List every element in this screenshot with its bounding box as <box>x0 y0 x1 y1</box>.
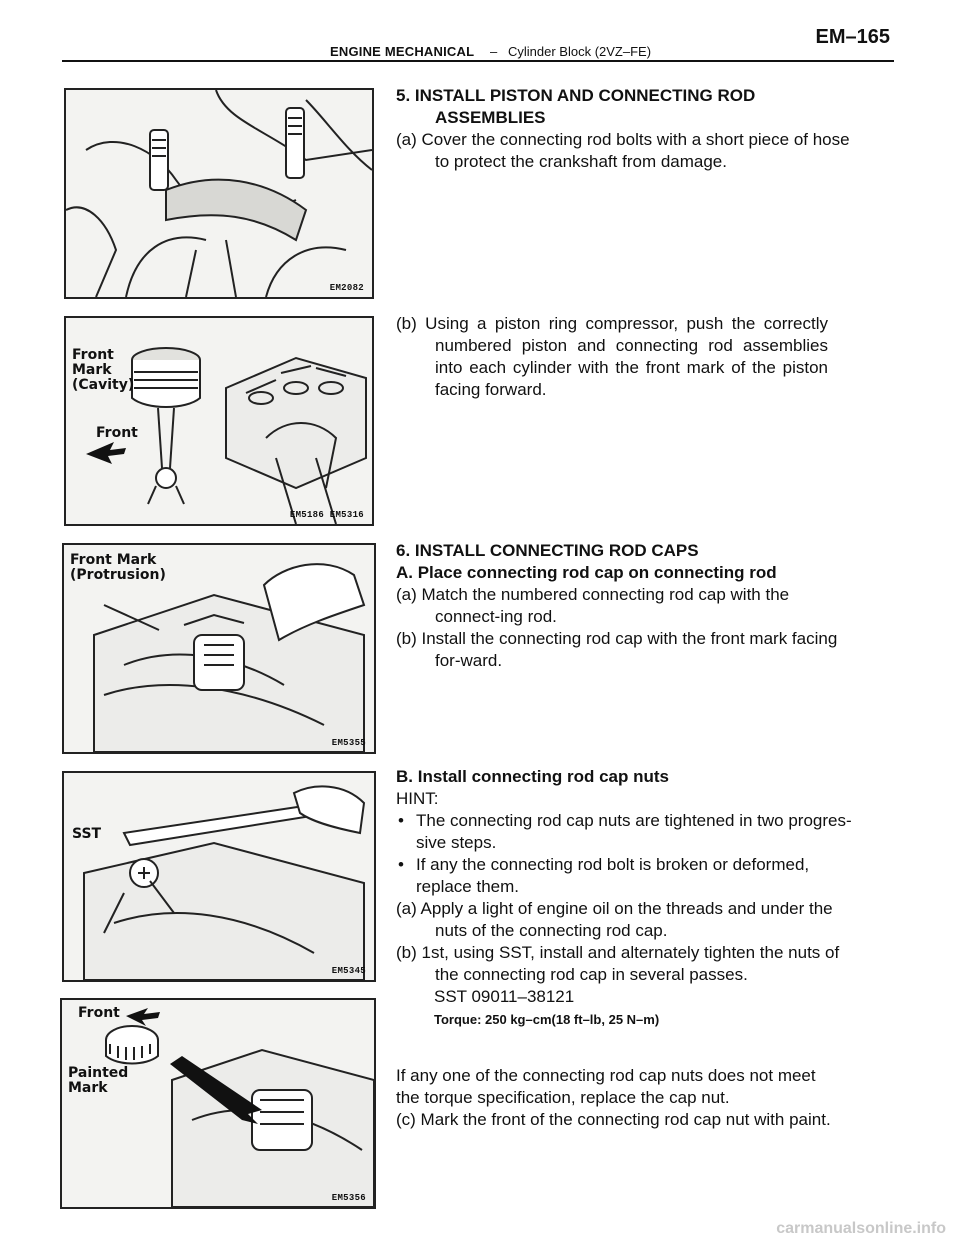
header-subsection: Cylinder Block (2VZ–FE) <box>508 44 652 59</box>
step-b-note-section <box>396 1065 858 1131</box>
step-5-b-section <box>396 313 828 401</box>
figure-label-front: Front <box>96 425 138 441</box>
page-number: EM–165 <box>815 26 890 48</box>
step-5-item-b: (b) Using a piston ring compressor, push the correctly numbered piston and connecting rod assemblies into each cylinder with the front mark of the piston facing forward. <box>396 314 828 399</box>
figure-code: EM5356 <box>331 1193 366 1203</box>
step-b-item-a: (a) Apply a light of engine oil on the threads and under the nuts of the connecting rod cap. <box>396 899 833 940</box>
figure-code: EM2082 <box>329 283 364 293</box>
step-6-sub-a: A. Place connecting rod cap on connecting rod <box>396 563 777 582</box>
figure-painted-mark-drawing <box>62 1000 374 1207</box>
step-6-item-b: (b) Install the connecting rod cap with the front mark facing for-ward. <box>396 629 838 670</box>
header-separator: – <box>490 44 498 59</box>
torque-spec: Torque: 250 kg–cm(18 ft–lb, 25 N–m) <box>434 1012 660 1027</box>
figure-label-sst: SST <box>72 826 102 842</box>
figure-label-front-mark-protrusion: Front Mark (Protrusion) <box>70 552 166 583</box>
watermark: carmanualsonline.info <box>776 1220 946 1237</box>
header-rule <box>62 60 894 62</box>
step-b-heading: B. Install connecting rod cap nuts <box>396 767 669 786</box>
sst-number: SST 09011–38121 <box>434 987 575 1006</box>
figure-code: EM5355 <box>331 738 366 748</box>
hint-bullet-2 <box>396 854 858 898</box>
hint-label: HINT: <box>396 789 439 808</box>
step-b-item-b: (b) 1st, using SST, install and alternately tighten the nuts of the connecting rod cap in several passes. <box>396 943 840 984</box>
step-5-item-a: (a) Cover the connecting rod bolts with a short piece of hose to protect the crankshaft from damage. <box>396 130 850 171</box>
bullet-dot: • <box>398 811 404 830</box>
figure-label-front-mark-cavity: Front Mark (Cavity) <box>72 347 135 393</box>
torque-note: If any one of the connecting rod cap nuts does not meet the torque specification, replace the cap nut. <box>396 1066 816 1107</box>
page-header <box>62 18 894 62</box>
figure-sst-tighten-drawing <box>64 773 374 980</box>
bullet-dot: • <box>398 855 404 874</box>
hint-bullet-2-text: If any the connecting rod bolt is broken or deformed, replace them. <box>416 855 810 896</box>
figure-label-painted-mark: Painted Mark <box>68 1065 129 1096</box>
step-b-item-c: (c) Mark the front of the connecting rod cap nut with paint. <box>396 1110 831 1129</box>
hint-bullet-1 <box>396 810 858 854</box>
hint-bullet-1-text: The connecting rod cap nuts are tightened in two progres-sive steps. <box>416 811 852 852</box>
figure-painted-mark <box>60 998 376 1209</box>
step-6-heading: 6. INSTALL CONNECTING ROD CAPS <box>396 541 699 560</box>
figure-hose-bolts <box>64 88 374 299</box>
figure-hose-bolts-drawing <box>66 90 372 297</box>
figure-code: EM5186 EM5316 <box>289 510 364 520</box>
figure-sst-tighten <box>62 771 376 982</box>
step-6-section <box>396 540 858 672</box>
figure-piston-insert <box>64 316 374 526</box>
figure-cap-install <box>62 543 376 754</box>
step-5-heading: 5. INSTALL PISTON AND CONNECTING ROD ASSEMBLIES <box>396 86 756 127</box>
step-6-item-a: (a) Match the numbered connecting rod cap with the connect-ing rod. <box>396 585 790 626</box>
step-b-section <box>396 766 858 1032</box>
figure-label-front: Front <box>78 1005 120 1021</box>
header-section: ENGINE MECHANICAL <box>330 44 475 59</box>
figure-code: EM5345 <box>331 966 366 976</box>
step-5-section <box>396 85 856 173</box>
